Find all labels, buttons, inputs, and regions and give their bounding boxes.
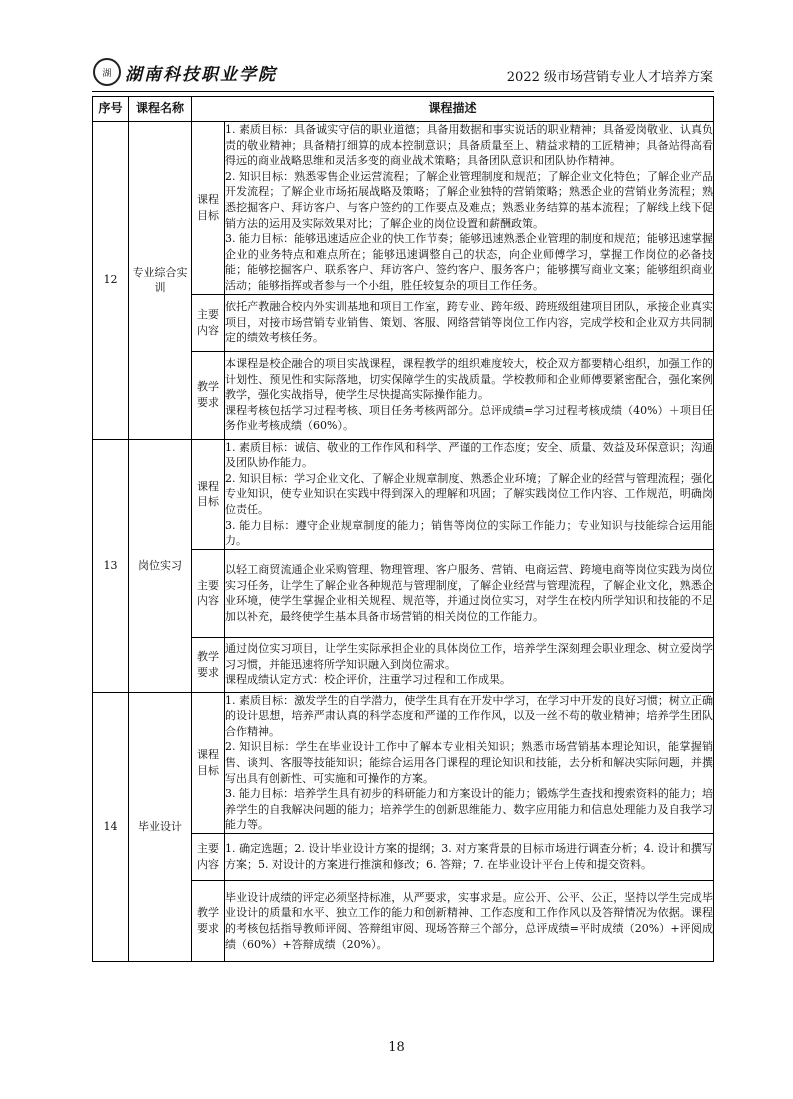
main-content-text [225, 294, 714, 351]
course-goal-paragraph: 3. 能力目标：培养学生具有初步的科研能力和方案设计的能力；锻炼学生查找和搜索资料的能力；培养学生的自我解决问题的能力；培养学生的创新思维能力、数字应用能力和信息处理能力及自我学习能力等。 [225, 787, 713, 832]
table-header-row [93, 97, 714, 122]
page-number: 18 [388, 1040, 405, 1055]
teaching-requirement-paragraph: 通过岗位实习项目，让学生实际承担企业的具体岗位工作，培养学生深刻理会职业理念、树立爱岗学习习惯，并能迅速将所学知识融入到岗位需求。 [225, 642, 713, 671]
course-goal-paragraph: 1. 素质目标：激发学生的自学潜力，使学生具有在开发中学习，在学习中开发的良好习惯；树立正确的设计思想，培养严肃认真的科学态度和严谨的工作作风，以及一丝不苟的敬业精神；培养学生团队合作精神。 [225, 693, 713, 738]
course-goal-paragraph: 2. 知识目标：学生在毕业设计工作中了解本专业相关知识；熟悉市场营销基本理论知识，能掌握销售、谈判、客服等技能知识；能综合运用各门课程的理论知识和技能，去分析和解决实际问题，并撰写出具有创新性、可实施和可操作的方案。 [225, 740, 713, 785]
course-goal-label: 课程目标 [192, 439, 225, 549]
table-row [93, 692, 714, 833]
page-header [93, 58, 713, 90]
course-goal-text [225, 692, 714, 833]
course-name: 岗位实习 [129, 439, 192, 692]
teaching-requirement-paragraph: 本课程是校企融合的项目实战课程，课程教学的组织难度较大，校企双方都要精心组织，加强工作的计划性、预见性和实际落地，切实保障学生的实战质量。学校教师和企业师傅要紧密配合，强化案例教学，强化实战指导，使学生尽快提高实际操作能力。 [225, 357, 713, 402]
document-title: 2022 级市场营销专业人才培养方案 [506, 70, 713, 85]
teaching-requirement-label: 教学要求 [192, 351, 225, 439]
table-body [93, 122, 714, 962]
course-number: 12 [93, 122, 129, 440]
course-goal-label: 课程目标 [192, 122, 225, 295]
course-goal-label: 课程目标 [192, 692, 225, 833]
course-number: 14 [93, 692, 129, 961]
course-goal-paragraph: 1. 素质目标：诚信、敬业的工作作风和科学、严谨的工作态度；安全、质量、效益及环保意识；沟通及团队协作能力。 [225, 440, 713, 470]
school-name: 湖南科技职业学院 [125, 65, 277, 85]
main-content-paragraph: 1. 确定选题；2. 设计毕业设计方案的提纲；3. 对方案背景的目标市场进行调查分析；4. 设计和撰写方案；5. 对设计的方案进行推演和修改；6. 答辩；7. 在毕业设计平台上传和提交资料。 [225, 842, 713, 872]
course-goal-text [225, 122, 714, 295]
course-name: 毕业设计 [129, 692, 192, 961]
teaching-requirement-text [225, 637, 714, 692]
teaching-requirement-text [225, 351, 714, 439]
course-name: 专业综合实训 [129, 122, 192, 440]
course-goal-text [225, 439, 714, 549]
main-content-label: 主要内容 [192, 294, 225, 351]
course-goal-paragraph: 2. 知识目标：熟悉零售企业运营流程；了解企业管理制度和规范；了解企业文化特色；了解企业产品开发流程；了解企业市场拓展战略及策略；了解企业独特的营销策略；熟悉企业的营销业务流程；熟悉挖掘客户、拜访客户、与客户签约的工作要点及难点；熟悉业务结算的基本流程；了解线上线下促销方法的运用及实际效果对比；了解企业的岗位设置和薪酬政策。 [225, 169, 713, 230]
course-number: 13 [93, 439, 129, 692]
course-goal-paragraph: 1. 素质目标：具备诚实守信的职业道德；具备用数据和事实说话的职业精神；具备爱岗敬业、认真负责的敬业精神；具备精打细算的成本控制意识；具备质量至上、精益求精的工匠精神；具备站得高看得远的商业战略思维和灵活多变的商业战术策略；具备团队意识和团队协作精神。 [225, 123, 713, 168]
main-content-text [225, 549, 714, 637]
main-content-paragraph: 依托产教融合校内外实训基地和项目工作室，跨专业、跨年级、跨班级组建项目团队，承接企业真实项目，对接市场营销专业销售、策划、客服、网络营销等岗位工作内容，完成学校和企业双方共同制定的绩效考核任务。 [225, 300, 713, 345]
main-content-text [225, 834, 714, 881]
teaching-requirement-label: 教学要求 [192, 881, 225, 962]
course-goal-paragraph: 3. 能力目标：遵守企业规章制度的能力；销售等岗位的实际工作能力；专业知识与技能综合运用能力。 [225, 518, 713, 548]
header-number: 序号 [93, 97, 129, 122]
header-divider [92, 91, 714, 92]
main-content-label: 主要内容 [192, 549, 225, 637]
header-course-name: 课程名称 [129, 97, 192, 122]
header-course-description: 课程描述 [192, 97, 714, 122]
table-row [93, 122, 714, 295]
teaching-requirement-paragraph: 课程成绩认定方式：校企评价，注重学习过程和工作成果。 [225, 673, 511, 687]
table-row [93, 439, 714, 549]
course-goal-paragraph: 3. 能力目标：能够迅速适应企业的快工作节奏；能够迅速熟悉企业管理的制度和规范；能够迅速掌握企业的业务特点和难点所在；能够迅速调整自己的状态，向企业师傅学习，掌握工作岗位的必备技能；能够挖掘客户、联系客户、拜访客户、签约客户、服务客户；能够撰写商业文案；能够组织商业活动；能够指挥或者参与一个小组，胜任较复杂的项目工作任务。 [225, 232, 713, 292]
main-content-paragraph: 以轻工商贸流通企业采购管理、物理管理、客户服务、营销、电商运营、跨境电商等岗位实践为岗位实习任务，让学生了解企业各种规范与管理制度，了解企业经营与管理流程，了解企业文化，熟悉企业环境，使学生掌握企业相关规程、规范等，并通过岗位实习，对学生在校内所学知识和技能的不足加以补充，最终使学生基本具备市场营销的相关岗位的工作能力。 [225, 563, 713, 623]
teaching-requirement-text [225, 881, 714, 962]
teaching-requirement-paragraph: 毕业设计成绩的评定必须坚持标准，从严要求，实事求是。应公开、公平、公正，坚持以学生完成毕业设计的质量和水平、独立工作的能力和创新精神、工作态度和工作作风以及答辩情况为依据。课程的考核包括指导教师评阅、答辩组审阅、现场答辩三个部分，总评成绩=平时成绩（20%）+评阅成绩（60%）+答辩成绩（20%）。 [225, 890, 713, 951]
course-table [92, 96, 714, 962]
teaching-requirement-paragraph: 课程考核包括学习过程考核、项目任务考核两部分。总评成绩=学习过程考核成绩（40%）＋项目任务作业考核成绩（60%）。 [225, 403, 713, 433]
school-logo-icon: 湖 [93, 58, 121, 86]
teaching-requirement-label: 教学要求 [192, 637, 225, 692]
course-goal-paragraph: 2. 知识目标：学习企业文化、了解企业规章制度、熟悉企业环境；了解企业的经营与管理流程；强化专业知识，使专业知识在实践中得到深入的理解和巩固；了解实践岗位工作内容、工作规范，明确岗位责任。 [225, 471, 713, 516]
main-content-label: 主要内容 [192, 834, 225, 881]
